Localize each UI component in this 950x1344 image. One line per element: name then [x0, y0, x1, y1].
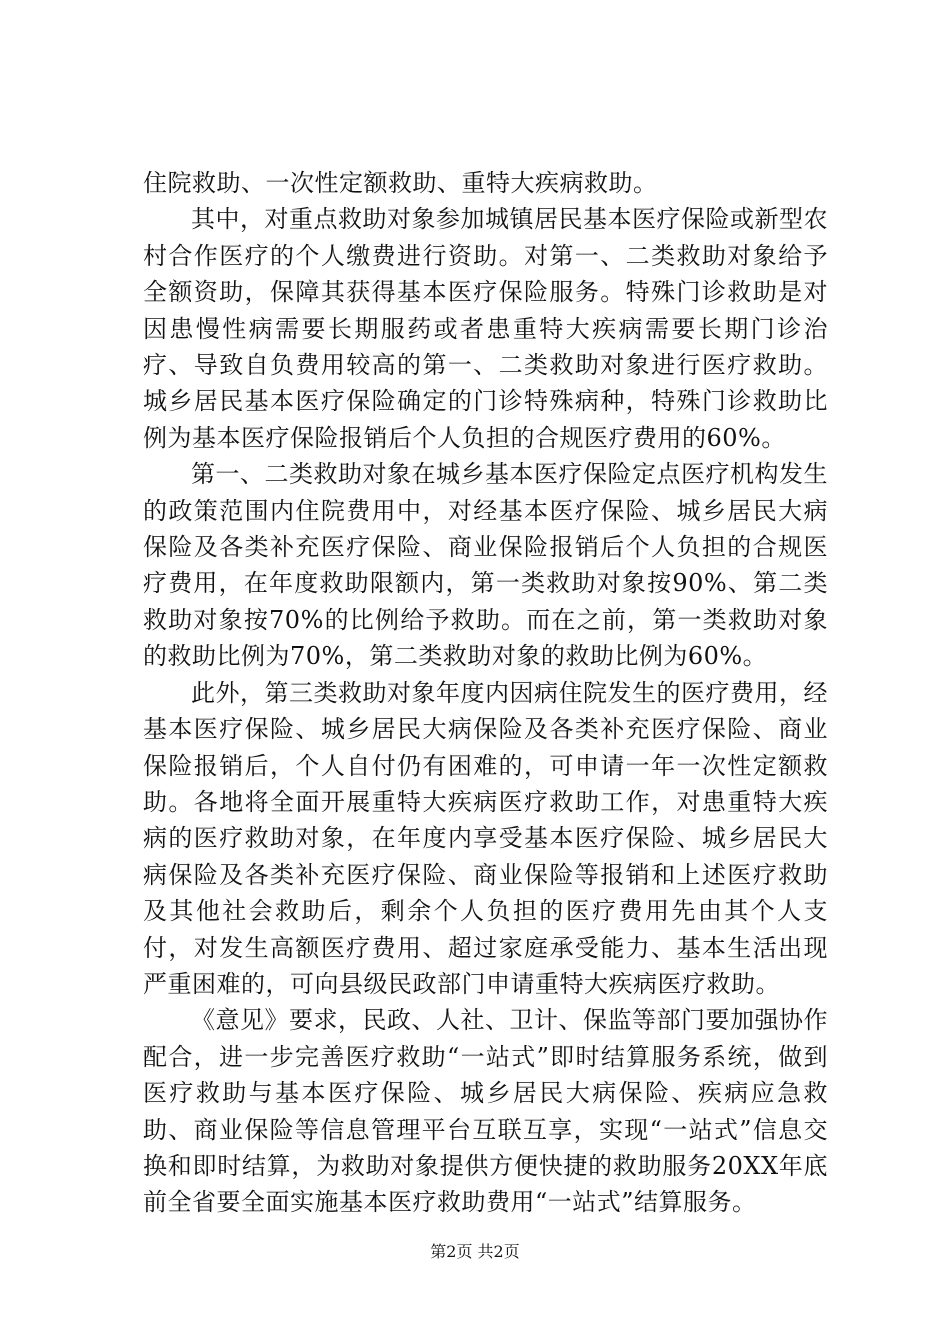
document-body	[143, 165, 828, 1221]
page-number-footer: 第2页 共2页	[430, 1242, 520, 1261]
paragraph-subsidy-details: 其中，对重点救助对象参加城镇居民基本医疗保险或新型农村合作医疗的个人缴费进行资助。对第一、二类救助对象给予全额资助，保障其获得基本医疗保险服务。特殊门诊救助是对因患慢性病需要长期服药或者患重特大疾病需要长期门诊治疗、导致自负费用较高的第一、二类救助对象进行医疗救助。城乡居民基本医疗保险确定的门诊特殊病种，特殊门诊救助比例为基本医疗保险报销后个人负担的合规医疗费用的60%。	[143, 205, 828, 452]
paragraph-third-category: 此外，第三类救助对象年度内因病住院发生的医疗费用，经基本医疗保险、城乡居民大病保险及各类补充医疗保险、商业保险报销后，个人自付仍有困难的，可申请一年一次性定额救助。各地将全面开展重特大疾病医疗救助工作，对患重特大疾病的医疗救助对象，在年度内享受基本医疗保险、城乡居民大病保险及各类补充医疗保险、商业保险等报销和上述医疗救助及其他社会救助后，剩余个人负担的医疗费用先由其个人支付，对发生高额医疗费用、超过家庭承受能力、基本生活出现严重困难的，可向县级民政部门申请重特大疾病医疗救助。	[143, 678, 828, 998]
paragraph-opinion-requirements: 《意见》要求，民政、人社、卫计、保监等部门要加强协作配合，进一步完善医疗救助“一站式”即时结算服务系统，做到医疗救助与基本医疗保险、城乡居民大病保险、疾病应急救助、商业保险等信息管理平台互联互享，实现“一站式”信息交换和即时结算，为救助对象提供方便快捷的救助服务20XX年底前全省要全面实施基本医疗救助费用“一站式”结算服务。	[143, 1006, 828, 1217]
paragraph-hospitalization-ratio: 第一、二类救助对象在城乡基本医疗保险定点医疗机构发生的政策范围内住院费用中，对经基本医疗保险、城乡居民大病保险及各类补充医疗保险、商业保险报销后个人负担的合规医疗费用，在年度救助限额内，第一类救助对象按90%、第二类救助对象按70%的比例给予救助。而在之前，第一类救助对象的救助比例为70%，第二类救助对象的救助比例为60%。	[143, 460, 828, 671]
paragraph-continuation: 住院救助、一次性定额救助、重特大疾病救助。	[143, 169, 658, 197]
